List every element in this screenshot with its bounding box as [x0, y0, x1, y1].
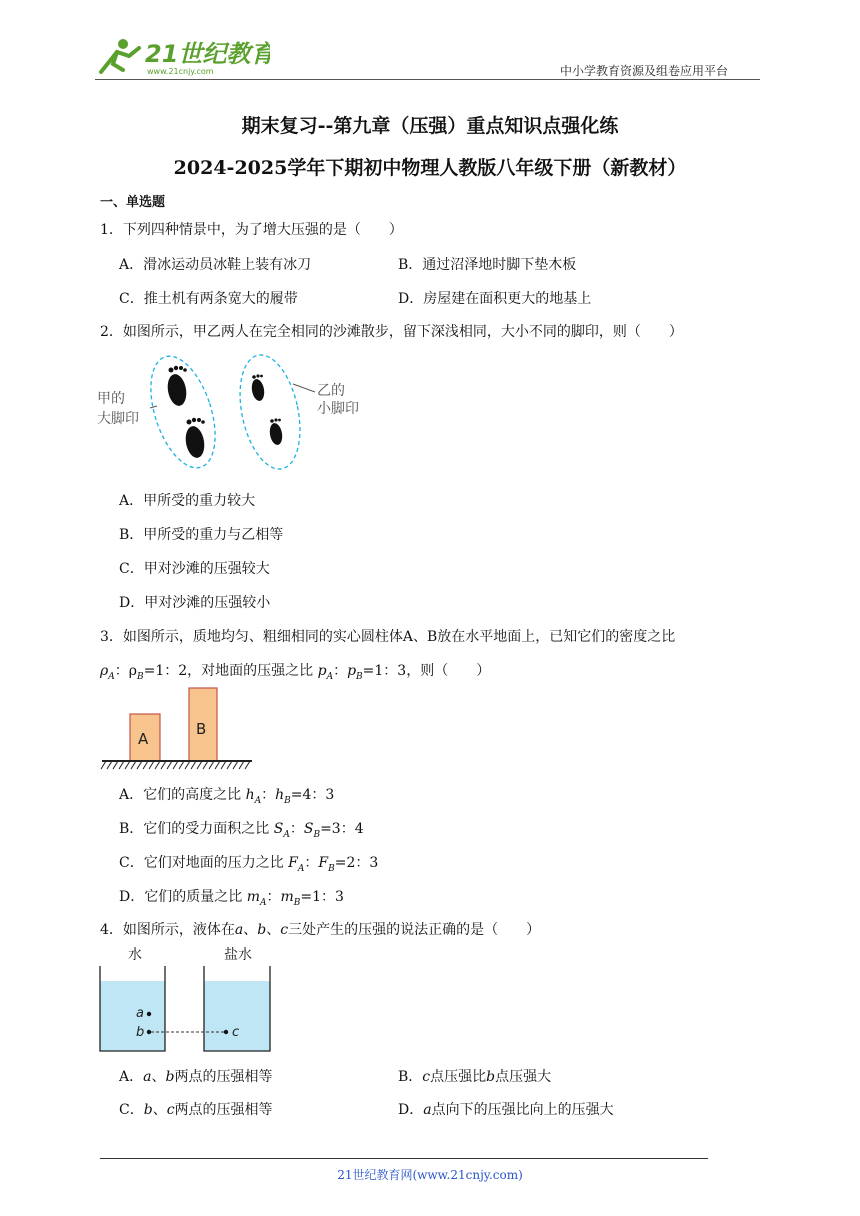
cylinders-figure	[100, 686, 255, 775]
brine-label: 盐水	[224, 947, 252, 963]
question-1-stem: 1．下列四种情景中，为了增大压强的是（ ）	[100, 222, 403, 238]
big-footprint-label: 甲的	[97, 391, 125, 407]
question-2-option-b: B．甲所受的重力与乙相等	[119, 527, 284, 543]
question-4-option-c: C．b、c两点的压强相等	[119, 1102, 273, 1118]
question-4-option-a: A．a、b两点的压强相等	[119, 1069, 273, 1085]
footer-divider	[100, 1158, 708, 1159]
question-4-stem: 4．如图所示，液体在a、b、c三处产生的压强的说法正确的是（ ）	[100, 922, 541, 938]
point-c-label: c	[232, 1025, 240, 1040]
question-1-option-b: B．通过沼泽地时脚下垫木板	[398, 257, 577, 273]
question-1-option-a: A．滑冰运动员冰鞋上装有冰刀	[119, 257, 312, 273]
question-2-option-d: D．甲对沙滩的压强较小	[119, 595, 271, 611]
header-platform-text: 中小学教育资源及组卷应用平台	[560, 64, 729, 78]
question-3-option-a: A．它们的高度之比 $h_A$：$h_B=4$：3	[119, 787, 335, 806]
question-3-stem: 3．如图所示，质地均匀、粗细相同的实心圆柱体A、B放在水平地面上，已知它们的密度之比	[100, 629, 676, 645]
question-3-option-c: C．它们对地面的压力之比 $F_A$：$F_B=2$：3	[119, 855, 379, 874]
point-c	[224, 1030, 228, 1034]
footprint-icon	[165, 366, 206, 460]
cylinder-a-label: A	[138, 730, 149, 748]
point-b	[147, 1030, 151, 1034]
question-3-option-b: B．它们的受力面积之比 $S_A$：$S_B=3$：4	[119, 821, 364, 840]
cylinder-b-label: B	[196, 720, 207, 738]
point-a	[147, 1012, 151, 1016]
section-heading: 一、单选题	[100, 195, 166, 210]
document-subtitle: 2024-2025学年下期初中物理人教版八年级下册（新教材）	[173, 157, 687, 179]
document-title: 期末复习--第九章（压强）重点知识点强化练	[241, 115, 619, 137]
question-3-option-d: D．它们的质量之比 $m_A$：$m_B=1$：3	[119, 889, 344, 908]
site-logo	[95, 34, 270, 78]
header-divider	[95, 79, 760, 80]
footer-link[interactable]: 21世纪教育网(www.21cnjy.com)	[337, 1168, 523, 1182]
point-a-label: a	[136, 1006, 144, 1021]
liquid-containers-figure	[96, 942, 276, 1061]
question-4-option-d: D．a点向下的压强比向上的压强大	[398, 1102, 614, 1118]
ground-hatching	[101, 761, 250, 769]
question-3-stem-continued: $\rho_A$：$\rho_B=1$：2，对地面的压强之比 $p_A$：$p_B=1$：3，则（ ）	[100, 663, 491, 682]
small-footprint-outline	[231, 350, 310, 475]
question-1-option-d: D．房屋建在面积更大的地基上	[398, 291, 592, 307]
question-2-option-a: A．甲所受的重力较大	[119, 493, 256, 509]
question-4-option-b: B．c点压强比b点压强大	[398, 1069, 552, 1085]
logo-text: 21世纪教育	[145, 40, 270, 68]
water-fill	[100, 981, 165, 1051]
logo-url: www.21cnjy.com	[147, 67, 214, 76]
big-footprint-outline	[138, 350, 227, 475]
point-b-label: b	[136, 1025, 145, 1040]
water-label: 水	[128, 947, 142, 963]
small-footprint-label: 乙的	[317, 383, 345, 399]
footprint-icon	[250, 374, 284, 445]
question-1-option-c: C．推土机有两条宽大的履带	[119, 291, 298, 307]
question-2-option-c: C．甲对沙滩的压强较大	[119, 561, 270, 577]
big-footprint-label-2: 大脚印	[97, 411, 139, 427]
question-2-stem: 2．如图所示，甲乙两人在完全相同的沙滩散步，留下深浅相同，大小不同的脚印，则（ ）	[100, 324, 683, 340]
small-footprint-label-2: 小脚印	[317, 401, 359, 417]
brine-fill	[204, 981, 270, 1051]
footprints-figure	[95, 350, 375, 479]
